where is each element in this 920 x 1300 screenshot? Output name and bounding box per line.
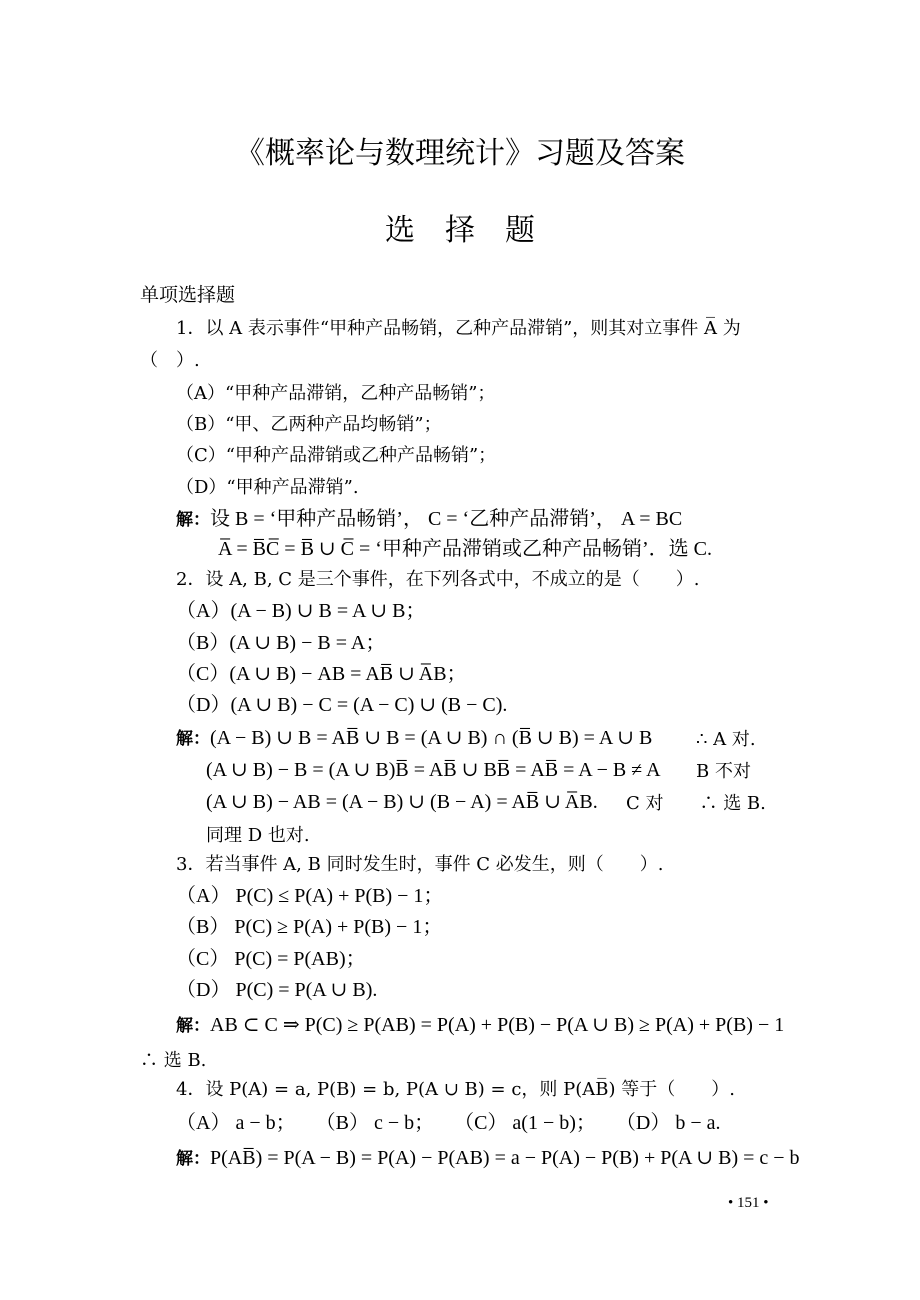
question-1-stem: 1．以 A 表示事件“甲种产品畅销，乙种产品滞销”，则其对立事件 A̅ 为: [176, 318, 741, 339]
solution-label: 解：: [176, 1149, 210, 1169]
solution-line: 同理 D 也对.: [206, 825, 310, 846]
option-d: （D）(A ∪ B) − C = (A − C) ∪ (B − C).: [176, 694, 508, 716]
option-b: （B）(A ∪ B) − B = A；: [176, 632, 386, 654]
option-c: （C）“甲种产品滞销或乙种产品畅销”；: [176, 445, 497, 466]
solution-label: 解：: [176, 729, 210, 749]
solution-note: ∴ A 对.: [696, 729, 756, 750]
solution-label: 解：: [176, 1016, 210, 1036]
option-c: （C） P(C) = P(AB)；: [176, 948, 366, 970]
question-1-blank: （ ）.: [140, 350, 200, 371]
question-3-stem: 3．若当事件 A, B 同时发生时，事件 C 必发生，则（ ）.: [176, 854, 664, 875]
solution-label: 解：: [176, 510, 210, 530]
section-title: 选择题: [385, 213, 565, 248]
solution-note: C 对 ∴ 选 B.: [626, 793, 766, 814]
page-number: • 151 •: [728, 1195, 769, 1211]
page-title: 《概率论与数理统计》习题及答案: [235, 136, 685, 171]
option-a: （A）(A − B) ∪ B = A ∪ B；: [176, 600, 426, 622]
option-d: （D） P(C) = P(A ∪ B).: [176, 979, 378, 1001]
solution-line: (A ∪ B) − AB = (A − B) ∪ (B − A) = AB̅ ∪ A̅B.: [206, 791, 598, 813]
question-4-options: （A） a − b； （B） c − b； （C） a(1 − b)； （D） b − a.: [176, 1112, 721, 1134]
solution-line: [176, 1012, 784, 1039]
option-b: （B） P(C) ≥ P(A) + P(B) − 1；: [176, 916, 443, 938]
solution-line: ∴ 选 B.: [140, 1050, 207, 1071]
question-4-stem: 4．设 P(A) = a, P(B) = b, P(A ∪ B) = c，则 P(AB̅) 等于（ ）.: [176, 1079, 735, 1100]
solution-text: AB ⊂ C ⇒ P(C) ≥ P(AB) = P(A) + P(B) − P(A ∪ B) ≥ P(A) + P(B) − 1: [210, 1014, 785, 1036]
solution-line: [176, 725, 652, 752]
solution-text: (A − B) ∪ B = AB̅ ∪ B = (A ∪ B) ∩ (B̅ ∪ B) = A ∪ B: [210, 727, 653, 749]
question-2-stem: 2．设 A, B, C 是三个事件，在下列各式中，不成立的是（ ）.: [176, 569, 700, 590]
option-c: （C）(A ∪ B) − AB = AB̅ ∪ A̅B；: [176, 663, 467, 685]
solution-note: B 不对: [696, 761, 751, 782]
section-heading: 单项选择题: [140, 284, 236, 306]
solution-line: [176, 506, 682, 533]
option-a: （A） P(C) ≤ P(A) + P(B) − 1；: [176, 885, 444, 907]
solution-line: [176, 1145, 800, 1172]
solution-text: P(AB̅) = P(A − B) = P(A) − P(AB) = a − P(A) − P(B) + P(A ∪ B) = c − b: [210, 1147, 800, 1169]
option-d: （D）“甲种产品滞销”.: [176, 477, 359, 498]
solution-line: A̅ = B̅C̅ = B̅ ∪ C̅ = ‘甲种产品滞销或乙种产品畅销’．选 C.: [218, 538, 712, 560]
option-b: （B）“甲、乙两种产品均畅销”；: [176, 414, 442, 435]
solution-text: 设 B = ‘甲种产品畅销’， C = ‘乙种产品滞销’， A = BC: [210, 508, 683, 530]
option-a: （A）“甲种产品滞销，乙种产品畅销”；: [176, 383, 496, 404]
solution-line: (A ∪ B) − B = (A ∪ B)B̅ = AB̅ ∪ BB̅ = AB̅ = A − B ≠ A: [206, 759, 661, 781]
